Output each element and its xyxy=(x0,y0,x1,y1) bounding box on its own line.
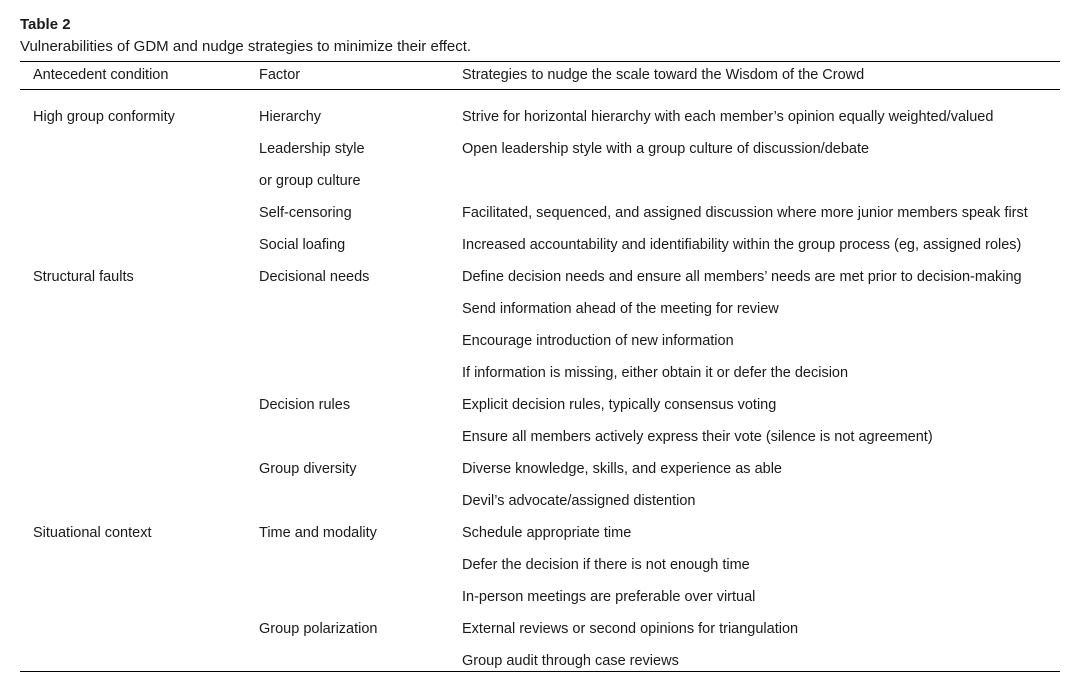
factor-cell: Social loafing xyxy=(259,237,346,253)
table-row xyxy=(0,363,1081,395)
table-row xyxy=(0,171,1081,203)
factor-cell: Decisional needs xyxy=(259,269,370,285)
table-row xyxy=(0,427,1081,459)
table-row xyxy=(0,107,1081,139)
table-row xyxy=(0,299,1081,331)
factor-cell: Self-censoring xyxy=(259,205,352,221)
table-row xyxy=(0,203,1081,235)
factor-cell: Group polarization xyxy=(259,621,378,637)
strategy-cell: Increased accountability and identifiability within the group process (eg, assigned roles) xyxy=(462,237,1022,253)
bottom-rule xyxy=(20,671,1060,672)
strategy-cell: Explicit decision rules, typically consensus voting xyxy=(462,397,777,413)
strategy-cell: Define decision needs and ensure all members’ needs are met prior to decision-making xyxy=(462,269,1022,285)
strategy-cell: Ensure all members actively express their vote (silence is not agreement) xyxy=(462,429,933,445)
table-row xyxy=(0,267,1081,299)
factor-cell: Decision rules xyxy=(259,397,351,413)
strategy-cell: In-person meetings are preferable over virtual xyxy=(462,589,756,605)
table-row xyxy=(0,235,1081,267)
table-row xyxy=(0,523,1081,555)
table-row xyxy=(0,395,1081,427)
strategy-cell: Encourage introduction of new information xyxy=(462,333,734,349)
factor-cell: Hierarchy xyxy=(259,109,322,125)
strategy-cell: Facilitated, sequenced, and assigned discussion where more junior members speak first xyxy=(462,205,1028,221)
table-row xyxy=(0,555,1081,587)
column-header-factor: Factor xyxy=(259,67,301,83)
factor-cell: or group culture xyxy=(259,173,361,189)
table-row xyxy=(0,331,1081,363)
factor-cell: Group diversity xyxy=(259,461,357,477)
strategy-cell: Group audit through case reviews xyxy=(462,653,679,669)
table-row xyxy=(0,587,1081,619)
table-row xyxy=(0,491,1081,523)
factor-cell: Time and modality xyxy=(259,525,377,541)
table-label: Table 2 xyxy=(20,16,71,33)
strategy-cell: Schedule appropriate time xyxy=(462,525,632,541)
strategy-cell: Open leadership style with a group culture of discussion/debate xyxy=(462,141,870,157)
strategy-cell: Devil’s advocate/assigned distention xyxy=(462,493,696,509)
strategy-cell: Defer the decision if there is not enough time xyxy=(462,557,750,573)
table-row xyxy=(0,651,1081,683)
table-row xyxy=(0,459,1081,491)
column-header-antecedent-condition: Antecedent condition xyxy=(33,67,169,83)
strategy-cell: Send information ahead of the meeting for review xyxy=(462,301,779,317)
table-row xyxy=(0,619,1081,651)
antecedent-cell: Structural faults xyxy=(33,269,134,285)
column-header-strategies: Strategies to nudge the scale toward the Wisdom of the Crowd xyxy=(462,67,865,83)
antecedent-cell: High group conformity xyxy=(33,109,175,125)
strategy-cell: Strive for horizontal hierarchy with each member’s opinion equally weighted/valued xyxy=(462,109,994,125)
table-row xyxy=(0,139,1081,171)
table-caption: Vulnerabilities of GDM and nudge strategies to minimize their effect. xyxy=(20,38,472,55)
strategy-cell: Diverse knowledge, skills, and experience as able xyxy=(462,461,782,477)
antecedent-cell: Situational context xyxy=(33,525,152,541)
strategy-cell: If information is missing, either obtain it or defer the decision xyxy=(462,365,849,381)
strategy-cell: External reviews or second opinions for triangulation xyxy=(462,621,799,637)
factor-cell: Leadership style xyxy=(259,141,365,157)
